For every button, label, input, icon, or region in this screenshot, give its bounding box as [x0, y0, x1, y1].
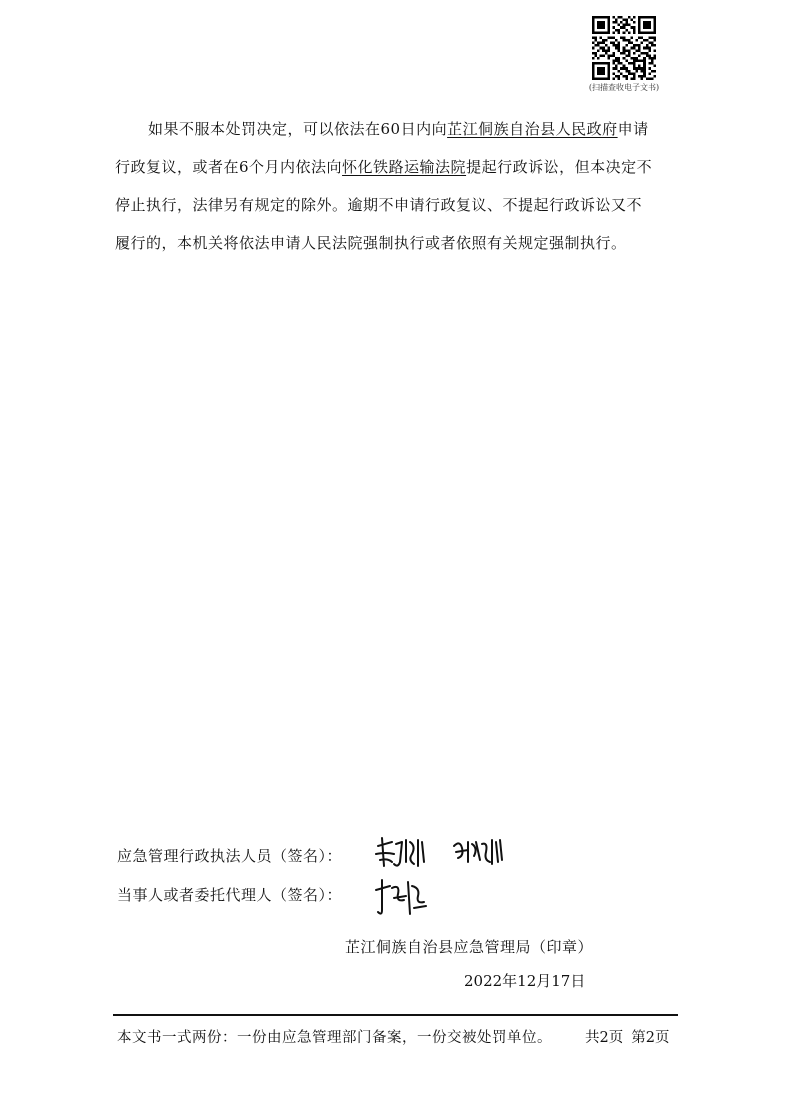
qr-caption: (扫描查收电子文书) [588, 83, 660, 92]
body-line-2 [115, 152, 652, 182]
government-name-link: 芷江侗族自治县人民政府 [447, 120, 618, 138]
body-text-2b: 提起行政诉讼，但本决定不 [466, 158, 653, 176]
issuing-authority: 芷江侗族自治县应急管理局（印章） [345, 938, 594, 956]
court-name-link: 怀化铁路运输法院 [342, 158, 467, 176]
qr-code-block [579, 16, 669, 93]
footer-divider [113, 1014, 678, 1016]
issue-date: 2022年12月17日 [464, 972, 586, 990]
body-text-1a: 如果不服本处罚决定，可以依法在60日内向 [148, 120, 448, 138]
page-info [585, 1027, 669, 1049]
qr-code-icon [592, 16, 656, 80]
copies-note: 本文书一式两份：一份由应急管理部门备案，一份交被处罚单位。 [117, 1030, 552, 1046]
party-signature-label: 当事人或者委托代理人（签名）： [117, 886, 343, 904]
officer-signature-label: 应急管理行政执法人员（签名）： [117, 847, 343, 865]
body-line-1 [148, 114, 649, 144]
body-line-3: 停止执行，法律另有规定的除外。逾期不申请行政复议、不提起行政诉讼又不 [115, 196, 643, 214]
body-text-1b: 申请 [617, 120, 649, 138]
current-page: 第2页 [631, 1030, 670, 1046]
body-text-2a: 行政复议，或者在6个月内依法向 [115, 158, 343, 176]
party-signature-image [372, 874, 432, 922]
total-pages: 共2页 [585, 1030, 624, 1046]
officer-signature-image [372, 832, 512, 876]
body-line-4: 履行的，本机关将依法申请人民法院强制执行或者依照有关规定强制执行。 [115, 234, 627, 252]
